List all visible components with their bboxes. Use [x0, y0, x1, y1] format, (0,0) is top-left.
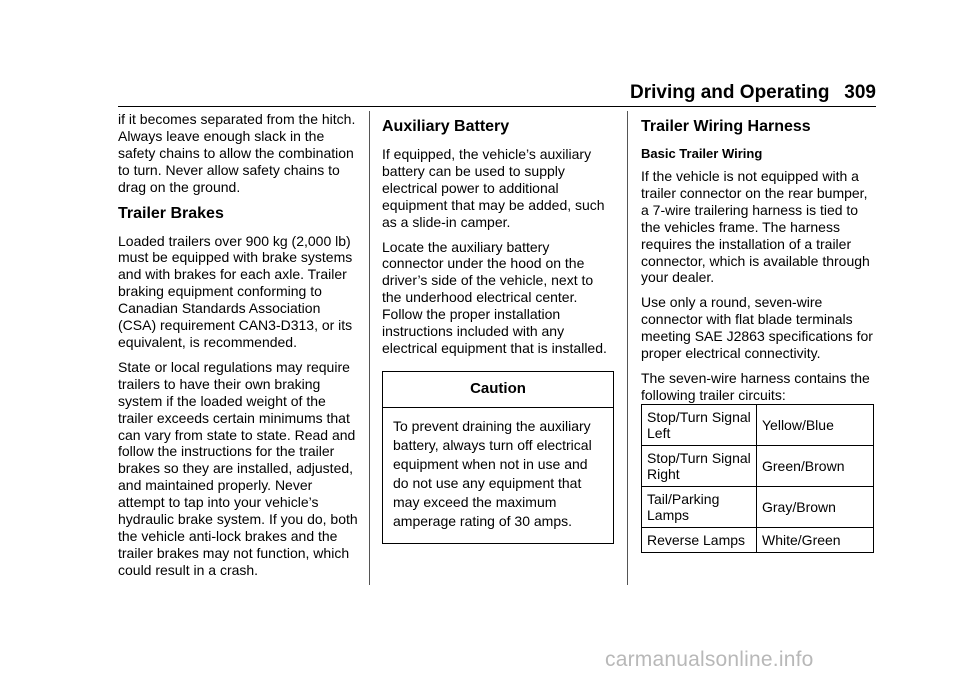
- harness-paragraph-1: If the vehicle is not equipped with a trailer connector on the rear bumper, a 7-wire trailering harness is tied to the vehicles frame. The harness requires the installation of a trailer connector, which is available through your dealer.: [641, 168, 870, 286]
- table-row: [642, 486, 874, 527]
- wire-color-cell: Yellow/Blue: [757, 404, 874, 445]
- column-3: [641, 111, 875, 553]
- circuit-cell: Stop/Turn Signal Left: [642, 404, 757, 445]
- wire-color-cell: Gray/Brown: [757, 486, 874, 527]
- trailer-circuits-table: [641, 404, 874, 553]
- table-row: [642, 527, 874, 552]
- table-row: [642, 445, 874, 486]
- brakes-paragraph-1: Loaded trailers over 900 kg (2,000 lb) must be equipped with brake systems and with brakes for each axle. Trailer braking equipment conforming to Canadian Standards Association (CSA) requirement CAN3-D313, or its equivalent, is recommended.: [118, 232, 353, 350]
- aux-battery-paragraph-1: If equipped, the vehicle’s auxiliary battery can be used to supply electrical power to additional equipment that may be added, such as a slide-in camper.: [382, 146, 605, 230]
- column-1: [118, 111, 358, 587]
- circuit-cell: Stop/Turn Signal Right: [642, 445, 757, 486]
- caution-title: Caution: [383, 372, 613, 408]
- circuit-cell: Tail/Parking Lamps: [642, 486, 757, 527]
- page-number: 309: [844, 82, 876, 103]
- circuit-cell: Reverse Lamps: [642, 527, 757, 552]
- page-header: [630, 82, 876, 104]
- table-row: [642, 404, 874, 445]
- section-title: Driving and Operating: [630, 82, 830, 103]
- column-divider-2: [627, 111, 628, 585]
- wire-color-cell: White/Green: [757, 527, 874, 552]
- caution-box: [382, 371, 614, 544]
- wire-color-cell: Green/Brown: [757, 445, 874, 486]
- trailer-brakes-heading: Trailer Brakes: [118, 204, 224, 222]
- auxiliary-battery-heading: Auxiliary Battery: [382, 118, 510, 135]
- brakes-paragraph-2: State or local regulations may require trailers to have their own braking system if the loaded weight of the trailer exceeds certain minimums that can vary from state to state. Read and follow the instructions for the trailer brakes so they are installed, adjusted, and maintained properly. Never attempt to tap into your vehicle’s hydraulic brake system. If you do, both the vehicle anti-lock brakes and the trailer brakes may not function, which could result in a crash.: [118, 358, 358, 578]
- wiring-harness-heading: Trailer Wiring Harness: [641, 118, 811, 135]
- harness-paragraph-2: Use only a round, seven-wire connector with flat blade terminals meeting SAE J2863 specifications for proper electrical connectivity.: [641, 294, 873, 362]
- aux-battery-paragraph-2: Locate the auxiliary battery connector under the hood on the driver’s side of the vehicle, next to the underhood electrical center. Follow the proper installation instructions included with any electrical equipment that is installed.: [382, 238, 607, 356]
- basic-wiring-subheading: Basic Trailer Wiring: [641, 146, 763, 161]
- chain-paragraph: if it becomes separated from the hitch. Always leave enough slack in the safety chains to allow the combination to turn. Never allow safety chains to drag on the ground.: [118, 111, 356, 195]
- column-2: [382, 111, 614, 544]
- column-divider-1: [369, 111, 370, 585]
- caution-text: To prevent draining the auxiliary battery, always turn off electrical equipment when not in use and do not use any equipment that may exceed the maximum amperage rating of 30 amps.: [393, 417, 592, 529]
- harness-paragraph-3: The seven-wire harness contains the following trailer circuits:: [641, 369, 870, 403]
- header-rule: [118, 106, 876, 107]
- watermark: carmanualsonline.info: [605, 648, 814, 671]
